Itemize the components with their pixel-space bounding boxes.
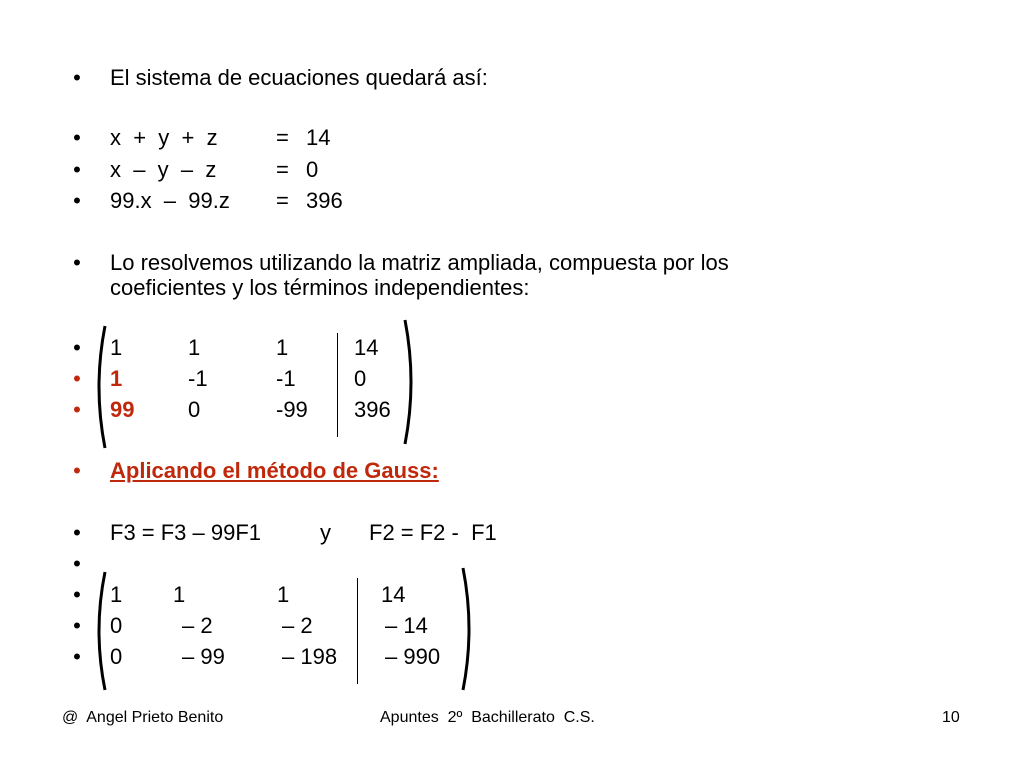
bullet: • <box>73 520 81 545</box>
bullet: • <box>73 397 81 422</box>
matrix1-left-paren <box>88 324 110 450</box>
matrix2-cell: 1 <box>110 582 123 607</box>
matrix2-cell: – 2 <box>282 613 313 638</box>
matrix2-cell: – 198 <box>282 644 338 669</box>
matrix2-cell: 0 <box>110 644 123 669</box>
matrix1-augmented-divider <box>337 333 338 437</box>
bullet: • <box>73 582 81 607</box>
equation-lhs: x – y – z <box>110 157 217 182</box>
matrix2-cell: – 14 <box>385 613 428 638</box>
bullet: • <box>73 613 81 638</box>
matrix2-cell: 0 <box>110 613 123 638</box>
equation-rhs: 0 <box>306 157 319 182</box>
matrix2-cell: – 990 <box>385 644 441 669</box>
matrix1-cell: -99 <box>276 397 308 422</box>
row-operation-1: F3 = F3 – 99F1 <box>110 520 262 545</box>
matrix2-cell: – 99 <box>182 644 225 669</box>
matrix1-cell: 1 <box>188 335 201 360</box>
matrix2-augmented-divider <box>357 578 358 684</box>
footer-author: @ Angel Prieto Benito <box>62 709 224 726</box>
equation-rhs: 396 <box>306 188 343 213</box>
bullet: • <box>73 335 81 360</box>
bullet: • <box>73 644 81 669</box>
matrix1-cell-highlight: 99 <box>110 397 135 422</box>
equation-equals: = <box>276 125 289 150</box>
matrix1-cell: 0 <box>354 366 367 391</box>
bullet: • <box>73 188 81 213</box>
equation-equals: = <box>276 157 289 182</box>
bullet: • <box>73 65 81 90</box>
intro-text: El sistema de ecuaciones quedará así: <box>110 65 488 90</box>
bullet: • <box>73 125 81 150</box>
footer-course: Apuntes 2º Bachillerato C.S. <box>380 709 595 726</box>
matrix2-cell: – 2 <box>182 613 213 638</box>
footer-page-number: 10 <box>942 709 960 726</box>
row-operation-2: F2 = F2 - F1 <box>369 520 497 545</box>
equation-equals: = <box>276 188 289 213</box>
row-operations-connector: y <box>320 520 331 545</box>
matrix1-right-paren <box>400 318 422 446</box>
bullet: • <box>73 157 81 182</box>
bullet: • <box>73 366 81 391</box>
matrix2-cell: 14 <box>381 582 406 607</box>
matrix2-cell: 1 <box>173 582 186 607</box>
equation-lhs: 99.x – 99.z <box>110 188 230 213</box>
matrix1-cell-highlight: 1 <box>110 366 123 391</box>
bullet: • <box>73 458 81 483</box>
matrix1-cell: -1 <box>276 366 296 391</box>
matrix1-cell: -1 <box>188 366 208 391</box>
matrix2-cell: 1 <box>277 582 290 607</box>
matrix1-cell: 1 <box>110 335 123 360</box>
matrix2-left-paren <box>88 570 110 692</box>
matrix-description-text: coeficientes y los términos independientes: <box>110 275 530 300</box>
matrix1-cell: 396 <box>354 397 391 422</box>
equation-lhs: x + y + z <box>110 125 218 150</box>
matrix2-right-paren <box>458 566 480 692</box>
matrix-description-text: Lo resolvemos utilizando la matriz ampliada, compuesta por los <box>110 250 729 275</box>
bullet: • <box>73 551 81 576</box>
equation-rhs: 14 <box>306 125 331 150</box>
matrix1-cell: 14 <box>354 335 379 360</box>
gauss-heading: Aplicando el método de Gauss: <box>110 458 439 483</box>
matrix1-cell: 0 <box>188 397 201 422</box>
matrix1-cell: 1 <box>276 335 289 360</box>
bullet: • <box>73 250 81 275</box>
